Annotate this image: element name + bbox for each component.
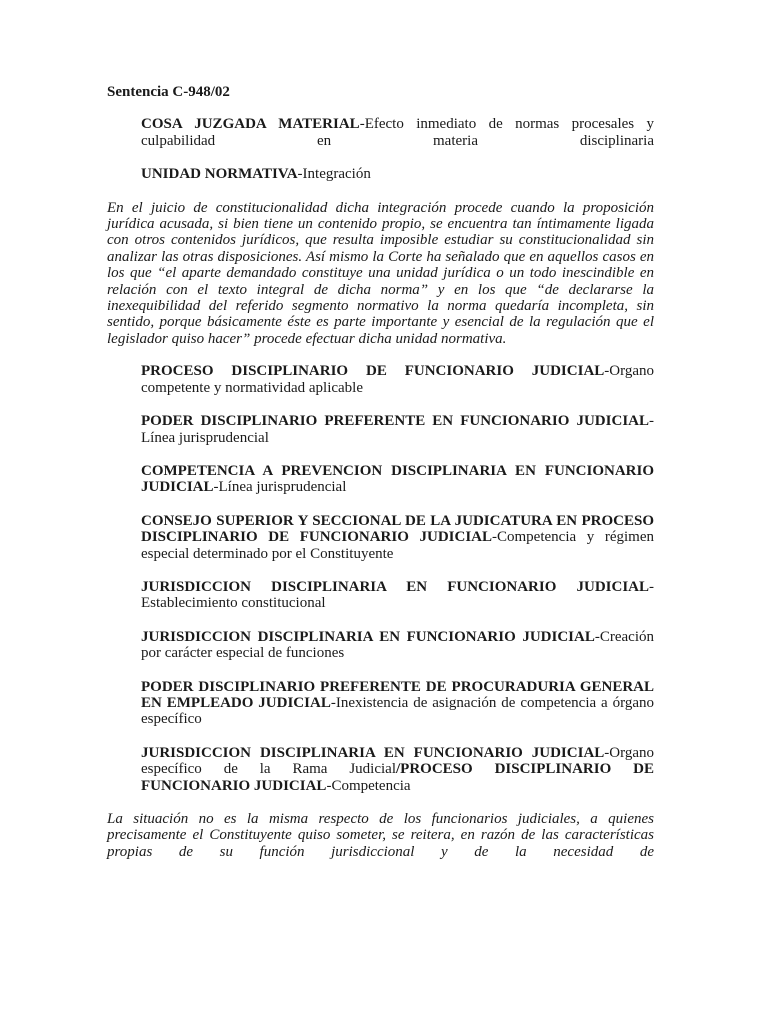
heading-rest: Integración (302, 166, 371, 183)
heading-cosa-juzgada (141, 116, 654, 149)
heading-bold: PODER DISCIPLINARIO PREFERENTE EN FUNCIONARIO JUDICIAL (141, 413, 649, 430)
heading-sep: - (492, 529, 497, 546)
document-title: Sentencia C-948/02 (107, 84, 230, 100)
heading-sep: - (359, 116, 365, 133)
body-paragraph-2: La situación no es la misma respecto de los funcionarios judiciales, a quienes precisamente el Constituyente quiso someter, se reitera, en razón de las características propias de su función jurisdiccional y de la necesidad de (107, 811, 654, 860)
heading-rest: Efecto inmediato de normas procesales y culpabilidad en materia disciplinaria (141, 116, 654, 149)
heading-proceso-disciplinario (141, 363, 654, 396)
heading-rest-2: Competencia (331, 777, 411, 794)
heading-sep: - (604, 363, 610, 380)
heading-poder-preferente (141, 413, 654, 446)
heading-bold: PROCESO DISCIPLINARIO DE FUNCIONARIO JUDICIAL (141, 363, 605, 380)
heading-bold-2: /PROCESO DISCIPLINARIO DE FUNCIONARIO JUDICIAL (141, 761, 654, 794)
heading-bold: JURISDICCION DISCIPLINARIA EN FUNCIONARIO JUDICIAL (141, 744, 605, 761)
heading-bold: JURISDICCION DISCIPLINARIA EN FUNCIONARIO JUDICIAL (141, 628, 595, 645)
heading-unidad-normativa (141, 166, 654, 182)
heading-procuraduria (141, 679, 654, 728)
heading-bold: JURISDICCION DISCIPLINARIA EN FUNCIONARIO JUDICIAL (141, 578, 649, 595)
heading-sep-2: - (326, 777, 332, 794)
heading-rest: Línea jurisprudencial (218, 479, 347, 496)
heading-competencia-prevencion (141, 463, 654, 496)
heading-rest: Organo específico de la Rama Judicial (141, 744, 654, 778)
heading-bold: UNIDAD NORMATIVA (141, 166, 298, 183)
heading-rest: Establecimiento constitucional (141, 595, 326, 612)
heading-jurisdiccion-establecimiento (141, 579, 654, 612)
heading-rest: Organo competente y normatividad aplicable (141, 363, 654, 396)
heading-sep: - (649, 578, 654, 595)
heading-sep: - (594, 628, 600, 645)
heading-rest: Creación por carácter especial de funciones (141, 628, 654, 662)
heading-rest: Inexistencia de asignación de competencia a órgano específico (141, 694, 654, 728)
heading-jurisdiccion-creacion (141, 629, 654, 662)
heading-sep: - (330, 694, 336, 711)
heading-sep: - (297, 166, 303, 183)
body-paragraph-1: En el juicio de constitucionalidad dicha integración procede cuando la proposición jurídica acusada, si bien tiene un contenido propio, se encuentra tan íntimamente ligada con otros contenidos jurídicos, que resulta imposible estudiar su constitucionalidad sin analizar las otras disposiciones. Así mismo la Corte ha señalado que en aquellos casos en los que “el aparte demandado constituye una unidad jurídica o un todo inescindible en relación con el texto integral de dicha norma” y en los que “de declararse la inexequibilidad del referido segmento normativo la norma quedaría incompleta, sin sentido, porque básicamente éste es parte importante y esencial de la regulación que el legislador quiso hacer” procede efectuar dicha unidad normativa. (107, 199, 654, 347)
heading-rest: Competencia y régimen especial determinado por el Constituyente (141, 529, 654, 562)
heading-sep: - (213, 479, 219, 496)
heading-sep: - (649, 413, 654, 430)
heading-sep: - (604, 744, 610, 761)
heading-bold: COMPETENCIA A PREVENCION DISCIPLINARIA EN FUNCIONARIO JUDICIAL (141, 462, 654, 496)
heading-consejo-superior (141, 513, 654, 562)
document-page (107, 84, 654, 876)
heading-bold: COSA JUZGADA MATERIAL (141, 116, 360, 133)
heading-bold: PODER DISCIPLINARIO PREFERENTE DE PROCURADURIA GENERAL EN EMPLEADO JUDICIAL (141, 678, 654, 711)
heading-bold: CONSEJO SUPERIOR Y SECCIONAL DE LA JUDICATURA EN PROCESO DISCIPLINARIO DE FUNCIONARIO JUDICIAL (141, 512, 654, 546)
heading-jurisdiccion-organo (141, 745, 654, 794)
heading-rest: Línea jurisprudencial (141, 429, 269, 446)
